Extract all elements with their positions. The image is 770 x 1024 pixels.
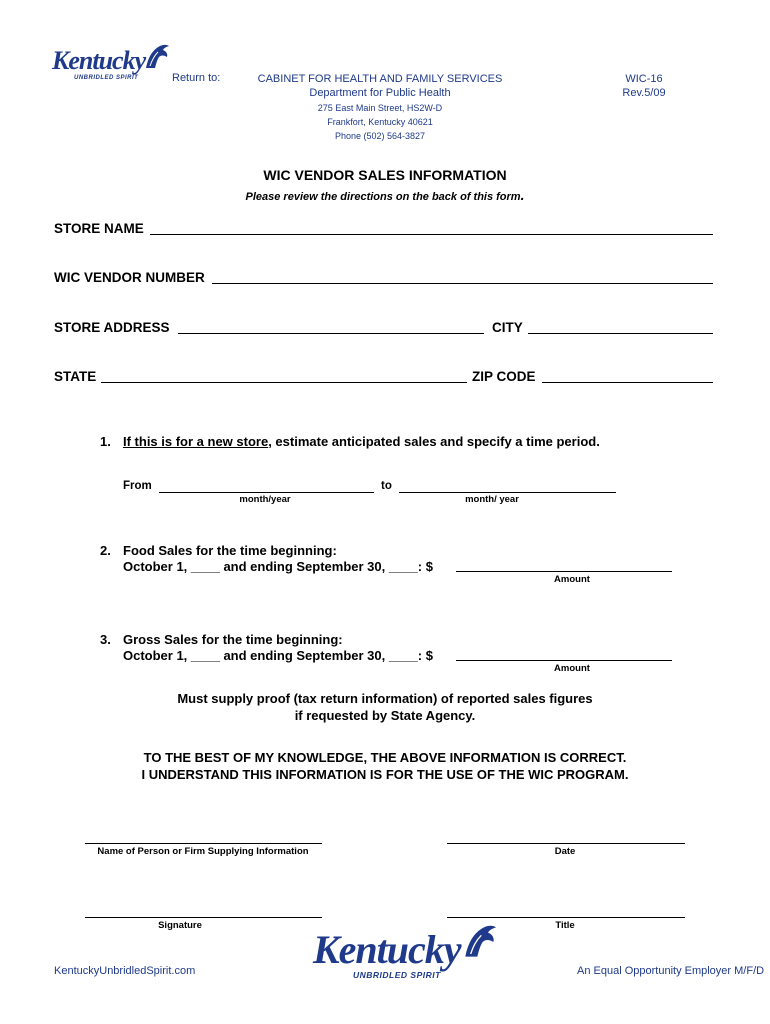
cabinet-name: CABINET FOR HEALTH AND FAMILY SERVICES <box>257 73 503 85</box>
q1-rest-text: , estimate anticipated sales and specify a time period. <box>268 434 600 449</box>
form-subtitle <box>0 187 770 203</box>
title-caption: Title <box>555 920 575 931</box>
from-caption: month/year <box>239 494 291 505</box>
city-state-zip: Frankfort, Kentucky 40621 <box>327 117 433 127</box>
signature-field[interactable] <box>85 917 322 918</box>
name-of-person-caption: Name of Person or Firm Supplying Information <box>97 846 309 857</box>
certify-line1: TO THE BEST OF MY KNOWLEDGE, THE ABOVE INFORMATION IS CORRECT. <box>143 750 627 765</box>
to-caption: month/ year <box>465 494 519 505</box>
city-field[interactable] <box>528 333 713 334</box>
return-to-label: Return to: <box>172 72 221 84</box>
logo-wordmark: Kentucky <box>52 46 146 75</box>
store-name-label: STORE NAME <box>54 221 144 236</box>
q2-line1: Food Sales for the time beginning: <box>123 543 337 558</box>
logo-tagline-footer: UNBRIDLED SPIRIT <box>353 970 441 980</box>
q2-number: 2. <box>100 543 111 558</box>
form-number: WIC-16 <box>625 73 663 85</box>
form-revision: Rev.5/09 <box>622 87 666 99</box>
store-name-field[interactable] <box>150 234 713 235</box>
q1-underlined-text: If this is for a new store <box>123 434 269 449</box>
q2-amount-caption: Amount <box>554 574 590 585</box>
to-label: to <box>381 480 392 492</box>
proof-line1: Must supply proof (tax return information) of reported sales figures <box>177 691 593 706</box>
date-caption: Date <box>554 846 576 857</box>
q3-line2: October 1, ____ and ending September 30, ____: $ <box>123 648 433 663</box>
horse-head-icon <box>459 922 501 962</box>
q1-number: 1. <box>100 434 111 449</box>
form-title: WIC VENDOR SALES INFORMATION <box>263 167 507 183</box>
name-of-person-field[interactable] <box>85 843 322 844</box>
food-sales-amount-field[interactable] <box>456 571 672 572</box>
q3-number: 3. <box>100 632 111 647</box>
equal-opportunity-text: An Equal Opportunity Employer M/F/D <box>577 965 765 977</box>
store-address-field[interactable] <box>178 333 484 334</box>
website-link[interactable]: KentuckyUnbridledSpirit.com <box>54 965 196 977</box>
street-address: 275 East Main Street, HS2W-D <box>317 103 443 113</box>
vendor-number-label: WIC VENDOR NUMBER <box>54 270 205 285</box>
kentucky-logo-footer <box>313 926 503 982</box>
store-address-label: STORE ADDRESS <box>54 320 170 335</box>
logo-wordmark-footer: Kentucky <box>313 927 461 972</box>
state-field[interactable] <box>101 382 467 383</box>
form-id-block <box>600 72 688 100</box>
proof-line2: if requested by State Agency. <box>294 708 476 723</box>
logo-tagline: UNBRIDLED SPIRIT <box>74 75 139 81</box>
subtitle-text: Please review the directions on the back of this form <box>245 191 521 203</box>
horse-head-icon <box>142 42 172 72</box>
zip-label: ZIP CODE <box>472 369 536 384</box>
q1-text <box>123 434 600 449</box>
q3-amount-caption: Amount <box>554 663 590 674</box>
city-label: CITY <box>492 320 523 335</box>
gross-sales-amount-field[interactable] <box>456 660 672 661</box>
from-date-field[interactable] <box>159 492 374 493</box>
subtitle-period: . <box>520 187 525 203</box>
phone-number: Phone (502) 564-3827 <box>334 131 426 141</box>
title-field[interactable] <box>447 917 685 918</box>
date-field[interactable] <box>447 843 685 844</box>
zip-field[interactable] <box>542 382 713 383</box>
agency-address-block <box>230 72 530 143</box>
certify-line2: I UNDERSTAND THIS INFORMATION IS FOR THE USE OF THE WIC PROGRAM. <box>141 767 629 782</box>
state-label: STATE <box>54 369 97 384</box>
vendor-number-field[interactable] <box>212 283 713 284</box>
department-name: Department for Public Health <box>309 87 451 99</box>
kentucky-logo-header <box>52 44 172 86</box>
q2-line2: October 1, ____ and ending September 30, ____: $ <box>123 559 433 574</box>
q3-line1: Gross Sales for the time beginning: <box>123 632 343 647</box>
to-date-field[interactable] <box>399 492 616 493</box>
signature-caption: Signature <box>158 920 202 931</box>
from-label: From <box>123 480 152 492</box>
